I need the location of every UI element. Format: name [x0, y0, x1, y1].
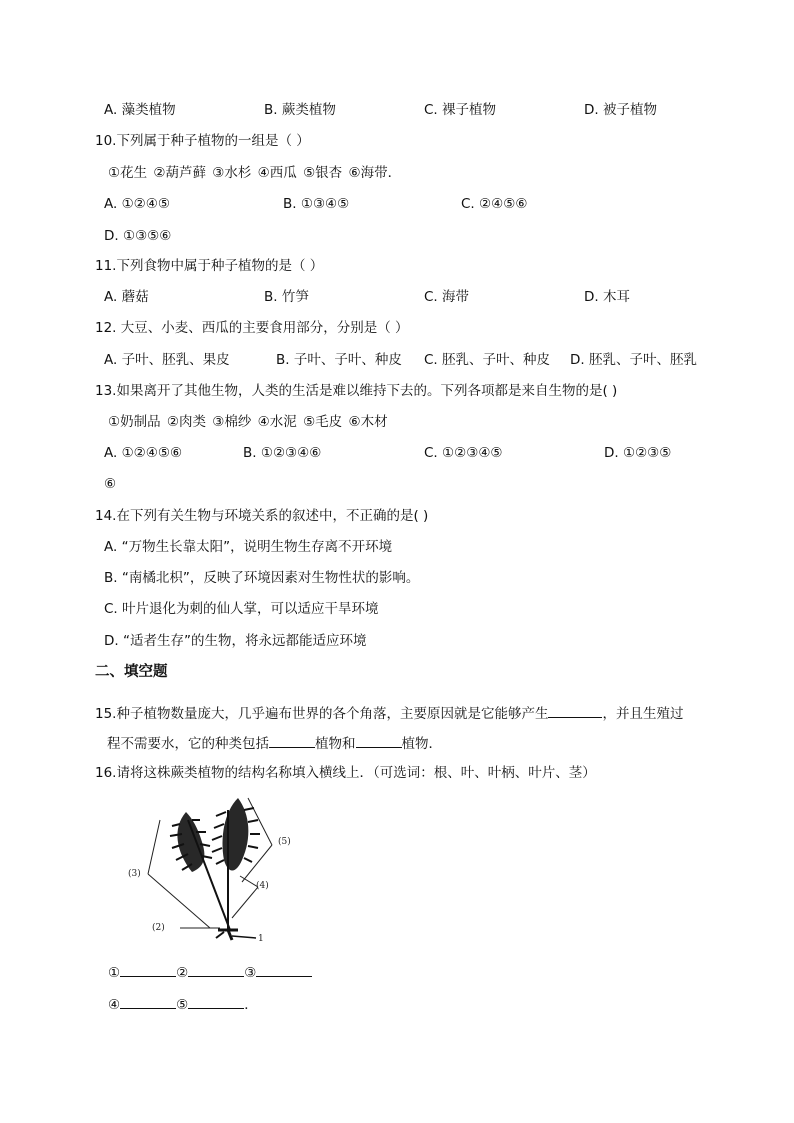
- q10-stem: 10.下列属于种子植物的一组是（ ）: [95, 133, 310, 149]
- figure-label-4: (4): [256, 881, 269, 891]
- q12-stem: 12. 大豆、小麦、西瓜的主要食用部分，分别是（ ）: [95, 320, 409, 336]
- q15-text-1a: 15.种子植物数量庞大，几乎遍布世界的各个角落，主要原因就是它能够产生: [95, 706, 549, 722]
- q15-blank-1[interactable]: [548, 703, 602, 718]
- q16-answer-row-2: [108, 994, 258, 1015]
- answer-mark-2: ②: [176, 965, 189, 981]
- answer-mark-5: ⑤: [176, 997, 189, 1013]
- q15-text-2a: 程不需要水，它的种类包括: [107, 736, 269, 752]
- q11-option-b[interactable]: B. 竹笋: [264, 289, 309, 305]
- q15-text-1b: ，并且生殖过: [602, 706, 684, 722]
- q9-option-b[interactable]: B. 蕨类植物: [264, 102, 336, 118]
- figure-label-2: (2): [152, 923, 165, 933]
- q14-option-c[interactable]: C. 叶片退化为刺的仙人掌，可以适应干旱环境: [104, 601, 379, 617]
- answer-mark-4: ④: [108, 997, 121, 1013]
- q13-option-b[interactable]: B. ①②③④⑥: [243, 445, 322, 461]
- answer-mark-1: ①: [108, 965, 121, 981]
- q10-option-a[interactable]: A. ①②④⑤: [104, 196, 170, 212]
- answer-blank-1[interactable]: [120, 962, 176, 977]
- figure-label-5: (5): [278, 837, 291, 847]
- answer-blank-5[interactable]: [188, 994, 244, 1009]
- fern-diagram: [120, 790, 310, 950]
- q14-option-b[interactable]: B. “南橘北枳”，反映了环境因素对生物性状的影响。: [104, 570, 420, 586]
- q15-line-1: [95, 703, 683, 724]
- q16-answer-row-1: [108, 962, 312, 983]
- q10-option-b[interactable]: B. ①③④⑤: [283, 196, 350, 212]
- q11-option-a[interactable]: A. 蘑菇: [104, 289, 149, 305]
- q13-option-d-wrap: ⑥: [104, 476, 117, 492]
- q13-stem: 13.如果离开了其他生物，人类的生活是难以维持下去的。下列各项都是来自生物的是( ): [95, 383, 618, 399]
- q13-option-c[interactable]: C. ①②③④⑤: [424, 445, 503, 461]
- fern-frond-left: [170, 812, 212, 872]
- q13-option-a[interactable]: A. ①②④⑤⑥: [104, 445, 183, 461]
- answer-mark-3: ③: [244, 965, 257, 981]
- q14-stem: 14.在下列有关生物与环境关系的叙述中，不正确的是( ): [95, 508, 429, 524]
- answer-blank-2[interactable]: [188, 962, 244, 977]
- q9-option-d[interactable]: D. 被子植物: [584, 102, 657, 118]
- q9-option-c[interactable]: C. 裸子植物: [424, 102, 497, 118]
- answer-blank-3[interactable]: [256, 962, 312, 977]
- q12-option-a[interactable]: A. 子叶、胚乳、果皮: [104, 352, 230, 368]
- figure-label-3: (3): [128, 869, 141, 879]
- q12-option-d[interactable]: D. 胚乳、子叶、胚乳: [570, 352, 697, 368]
- fern-frond-right: [212, 798, 260, 871]
- q15-line-2: [107, 733, 442, 754]
- q11-option-d[interactable]: D. 木耳: [584, 289, 630, 305]
- q16-stem: 16.请将这株蕨类植物的结构名称填入横线上．（可选词：根、叶、叶柄、叶片、茎）: [95, 765, 596, 781]
- q12-option-b[interactable]: B. 子叶、子叶、种皮: [276, 352, 402, 368]
- q10-option-c[interactable]: C. ②④⑤⑥: [461, 196, 528, 212]
- section-heading-fill-in: 二、填空题: [95, 664, 168, 680]
- label-lines: [148, 798, 272, 928]
- q13-option-d[interactable]: D. ①②③⑤: [604, 445, 672, 461]
- q11-option-c[interactable]: C. 海带: [424, 289, 470, 305]
- q15-blank-3[interactable]: [356, 733, 402, 748]
- q12-option-c[interactable]: C. 胚乳、子叶、种皮: [424, 352, 551, 368]
- q10-option-d[interactable]: D. ①③⑤⑥: [104, 228, 172, 244]
- q15-text-2b: 植物和: [315, 736, 356, 752]
- q15-blank-2[interactable]: [269, 733, 315, 748]
- figure-label-1: 1: [258, 934, 264, 944]
- q11-stem: 11.下列食物中属于种子植物的是（ ）: [95, 258, 324, 274]
- q15-text-2c: 植物．: [401, 736, 442, 752]
- answer-end-mark: ．: [244, 997, 258, 1013]
- q14-option-d[interactable]: D. “适者生存”的生物，将永远都能适应环境: [104, 633, 367, 649]
- q9-option-a[interactable]: A. 藻类植物: [104, 102, 176, 118]
- q13-items: ①奶制品 ②肉类 ③棉纱 ④水泥 ⑤毛皮 ⑥木材: [108, 414, 388, 430]
- q14-option-a[interactable]: A. “万物生长靠太阳”，说明生物生存离不开环境: [104, 539, 393, 555]
- q10-items: ①花生 ②葫芦藓 ③水杉 ④西瓜 ⑤银杏 ⑥海带．: [108, 165, 402, 181]
- answer-blank-4[interactable]: [120, 994, 176, 1009]
